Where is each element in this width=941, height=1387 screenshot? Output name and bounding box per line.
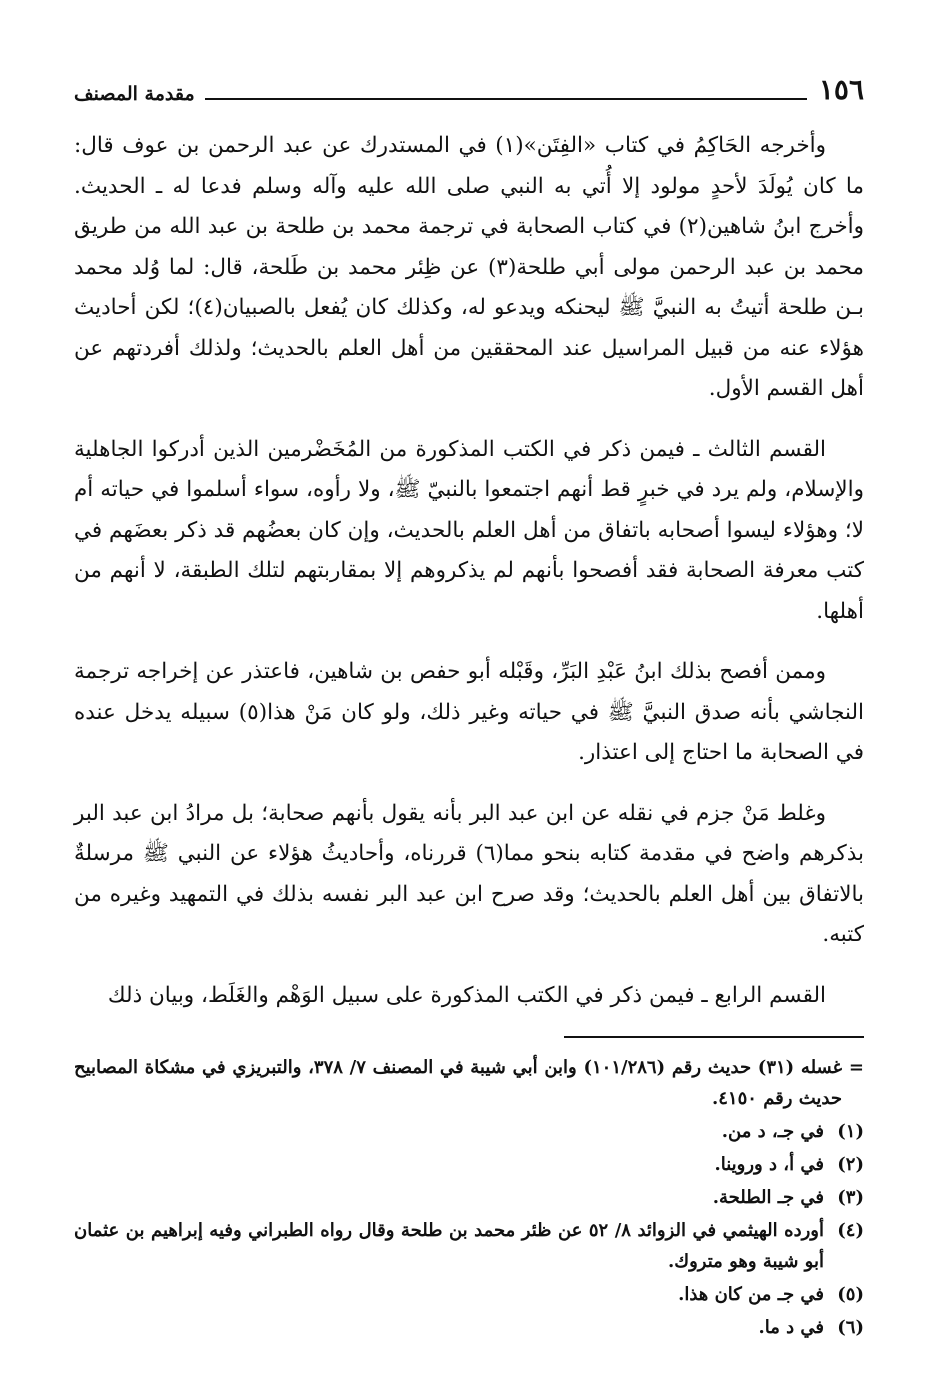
page-number: ١٥٦ <box>818 73 864 106</box>
paragraph: وأخرجه الحَاكِمُ في كتاب «الفِتَن»(١) في المستدرك عن عبد الرحمن بن عوف قال: ما كان يُولَدَ لأحدٍ مولود إلا أُتي به النبي صلى الله عليه وآله وسلم فدعا له ـ الحديث. وأخرج ابنُ شاهين(٢) في كتاب الصحابة في ترجمة محمد بن طلحة بن عبد الله من طريق محمد بن عبد الرحمن مولى أبي طلحة(٣) عن ظِئر محمد بن طَلحة، قال: لما وُلد محمد بـن طلحة أتيتُ به النبيَّ ﷺ ليحنكه ويدعو له، وكذلك كان يُفعل بالصبيان(٤)؛ لكن أحاديث هؤلاء عنه من قبيل المراسيل عند المحققين من أهل العلم بالحديث؛ ولذلك أفردتهم عن أهل القسم الأول. <box>74 133 865 401</box>
footnote-text: أورده الهيثمي في الزوائد ٨/ ٥٢ عن ظئر محمد بن طلحة وقال رواه الطبراني وفيه إبراهيم بن عثمان أبو شيبة وهو متروك. <box>74 1220 824 1272</box>
footnote-item <box>74 1149 864 1180</box>
footnote-marker: (١) <box>837 1121 864 1142</box>
paragraph: القسم الثالث ـ فيمن ذكر في الكتب المذكورة من المُخَضْرمين الذين أدركوا الجاهلية والإسلام، ولم يرد في خبرٍ قط أنهم اجتمعوا بالنبيّ ﷺ، ولا رأوه، سواء أسلموا في حياته أم لا؛ وهؤلاء ليسوا أصحابه باتفاق من أهل العلم بالحديث، وإن كان بعضُهم قد ذكر بعضَهم في كتب معرفة الصحابة فقد أفصحوا بأنهم لم يذكروهم إلا بمقاربتهم لتلك الطبقة، لا أنهم من أهلها. <box>74 436 864 624</box>
footnote-item <box>74 1052 864 1114</box>
footnote-text: في جـ من كان هذا. <box>678 1284 824 1305</box>
footnote-item <box>74 1215 864 1277</box>
header-rule <box>205 98 807 100</box>
footnote-item <box>74 1312 864 1343</box>
footnote-item <box>74 1116 864 1147</box>
footnote-text: غسله (٣١) حديث رقم (١٠١/٢٨٦) وابن أبي شيبة في المصنف ٧/ ٣٧٨، والتبريزي في مشكاة المصابيح حديث رقم ٤١٥٠. <box>74 1057 842 1109</box>
footnote-separator <box>564 1036 864 1038</box>
book-page <box>74 60 864 1345</box>
footnote-text: في أ، د وروينا. <box>714 1154 824 1175</box>
paragraph: وممن أفصح بذلك ابنُ عَبْدِ البَرِّ، وقَبْله أبو حفص بن شاهين، فاعتذر عن إخراجه ترجمة النجاشي بأنه صدق النبيَّ ﷺ في حياته وغير ذلك، ولو كان مَنْ هذا(٥) سبيله يدخل عنده في الصحابة ما احتاج إلى اعتذار. <box>74 659 865 765</box>
footnote-text: في جـ الطلحة. <box>712 1187 824 1208</box>
footnote-marker: (٣) <box>837 1187 864 1208</box>
footnote-text: في جـ، د من. <box>721 1121 824 1142</box>
footnote-marker: (٦) <box>837 1317 864 1338</box>
paragraph: وغلط مَنْ جزم في نقله عن ابن عبد البر بأنه يقول بأنهم صحابة؛ بل مرادُ ابن عبد البر بذكرهم واضح في مقدمة كتابه بنحو مما(٦) قررناه، وأحاديثُ هؤلاء عن النبي ﷺ مرسلةٌ بالاتفاق بين أهل العلم بالحديث؛ وقد صرح ابن عبد البر نفسه بذلك في التمهيد وغيره من كتبه. <box>74 800 864 947</box>
footnote-marker: (٤) <box>837 1220 864 1241</box>
running-title: مقدمة المصنف <box>74 83 195 105</box>
footnote-text: في د ما. <box>758 1317 824 1338</box>
paragraph: القسم الرابع ـ فيمن ذكر في الكتب المذكورة على سبيل الوَهْم والغَلَط، وبيان ذلك <box>107 982 826 1008</box>
footnote-marker: (٢) <box>837 1154 864 1175</box>
main-text <box>74 126 864 1016</box>
footnote-marker: = <box>848 1057 864 1078</box>
footnotes <box>74 1052 864 1343</box>
footnote-item <box>74 1182 864 1213</box>
page-header <box>74 60 864 104</box>
footnote-item <box>74 1279 864 1310</box>
footnote-marker: (٥) <box>837 1284 864 1305</box>
